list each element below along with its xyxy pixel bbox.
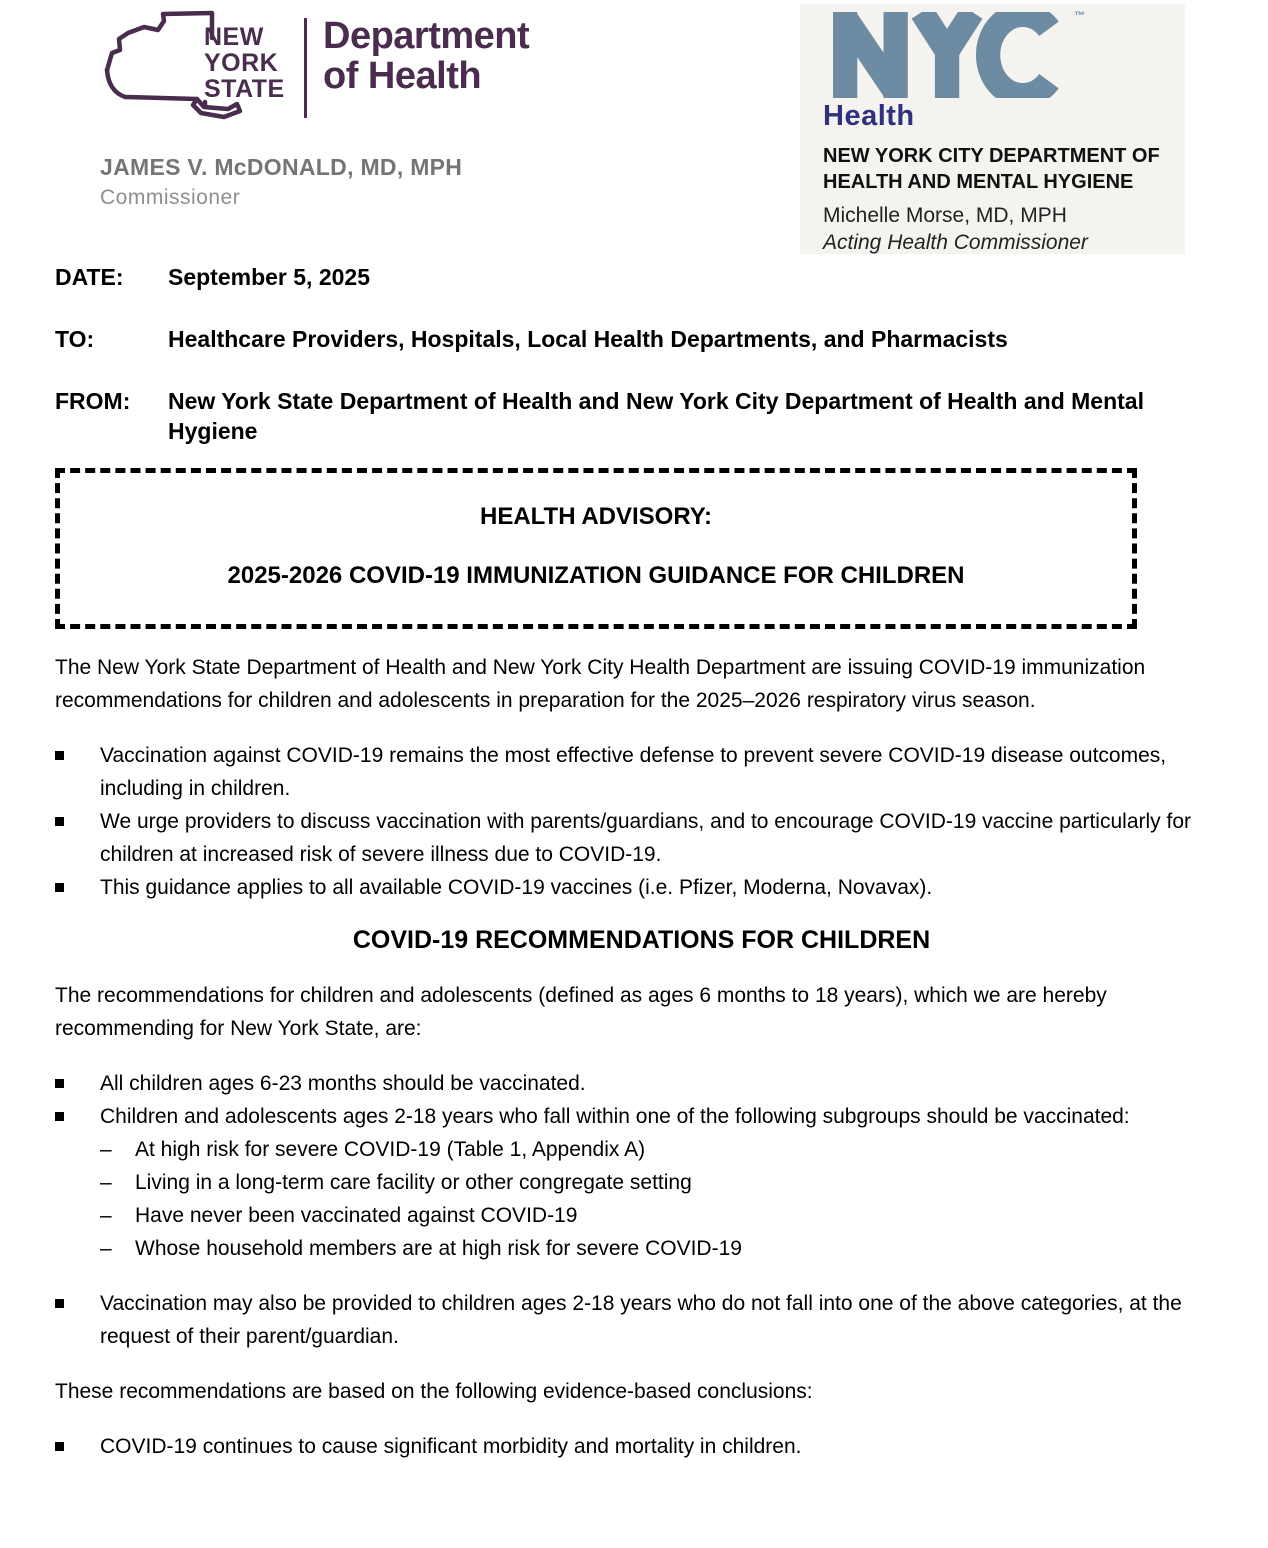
list-item-text: All children ages 6-23 months should be vaccinated.: [100, 1072, 586, 1095]
from-value: New York State Department of Health and New York City Department of Health and Mental Hygiene: [168, 388, 1144, 444]
section-heading: COVID-19 RECOMMENDATIONS FOR CHILDREN: [352, 926, 931, 954]
from-label: FROM:: [55, 388, 131, 414]
nys-word-new: NEW: [204, 23, 264, 51]
meta-row-date: [55, 262, 1228, 292]
to-value: Healthcare Providers, Hospitals, Local Health Departments, and Pharmacists: [168, 326, 1008, 352]
sub-list-item-text: Have never been vaccinated against COVID-19: [135, 1204, 578, 1227]
square-bullet-icon: [55, 1430, 100, 1451]
evidence-intro: These recommendations are based on the following evidence-based conclusions:: [55, 1380, 813, 1403]
nys-doh-letterhead: [100, 10, 529, 210]
sub-list-item: [100, 1166, 1228, 1199]
list-item: [55, 1430, 1228, 1463]
letter-body: [55, 651, 1228, 1463]
recommendations-intro: The recommendations for children and adolescents (defined as ages 6 months to 18 years), which we are hereby recommending for New York State, are:: [55, 984, 1107, 1040]
square-bullet-icon: [55, 1100, 100, 1121]
list-item: [55, 1100, 1228, 1133]
square-bullet-icon: [55, 739, 100, 760]
sub-list-item-text: At high risk for severe COVID-19 (Table 1, Appendix A): [135, 1138, 646, 1161]
list-item-text: Vaccination may also be provided to children ages 2-18 years who do not fall into one of the above categories, at the request of their parent/guardian.: [100, 1292, 1182, 1348]
letterhead: [0, 0, 1268, 252]
list-item: [55, 871, 1228, 904]
nyc-logo: [823, 12, 1085, 98]
sub-list-item-text: Living in a long-term care facility or other congregate setting: [135, 1171, 692, 1194]
logo-divider: [304, 18, 307, 118]
sub-list-item: [100, 1133, 1228, 1166]
recommendations-list: [55, 1067, 1228, 1133]
advisory-subtitle: 2025-2026 COVID-19 IMMUNIZATION GUIDANCE FOR CHILDREN: [227, 562, 965, 589]
dash-bullet-icon: –: [100, 1138, 112, 1161]
square-bullet-icon: [55, 805, 100, 826]
list-item: [55, 1287, 1228, 1353]
nys-dept-wordmark: [323, 16, 529, 96]
to-label: TO:: [55, 326, 95, 352]
evidence-list: [55, 1430, 1228, 1463]
health-advisory-box: [55, 468, 1137, 629]
nyc-commissioner-name: Michelle Morse, MD, MPH: [823, 204, 1067, 227]
nyc-health-wordmark: Health: [823, 100, 915, 132]
subgroup-list: [100, 1133, 1228, 1265]
list-item: [55, 805, 1228, 871]
list-item-text: Vaccination against COVID-19 remains the most effective defense to prevent severe COVID-19 disease outcomes, including in children.: [100, 744, 1167, 800]
nys-word-york: YORK: [204, 49, 279, 77]
nys-dept-line2: of Health: [323, 55, 482, 97]
nys-logo-wordmark: [204, 24, 285, 102]
nyc-dept-name: [823, 143, 1185, 195]
nys-doh-logo: [100, 10, 529, 132]
trademark-symbol: ™: [1074, 10, 1085, 22]
nyc-commissioner-title: Acting Health Commissioner: [823, 231, 1088, 254]
nyc-dept-line2: HEALTH AND MENTAL HYGIENE: [823, 171, 1134, 193]
advisory-title: HEALTH ADVISORY:: [480, 503, 712, 530]
date-label: DATE:: [55, 264, 124, 290]
square-bullet-icon: [55, 871, 100, 892]
nyc-dept-line1: NEW YORK CITY DEPARTMENT OF: [823, 145, 1160, 167]
list-item-text: COVID-19 continues to cause significant morbidity and mortality in children.: [100, 1435, 802, 1458]
dash-bullet-icon: –: [100, 1204, 112, 1227]
square-bullet-icon: [55, 1287, 100, 1308]
intro-paragraph: The New York State Department of Health and New York City Health Department are issuing COVID-19 immunization recommendations for children and adolescents in preparation for the 2025–2026 respiratory virus season.: [55, 656, 1146, 712]
list-item-text: This guidance applies to all available COVID-19 vaccines (i.e. Pfizer, Moderna, Novavax).: [100, 876, 933, 899]
sub-list-item: [100, 1199, 1228, 1232]
nys-commissioner-name: JAMES V. McDONALD, MD, MPH: [100, 154, 463, 180]
nys-logo-lockup: [100, 10, 294, 132]
list-item-text: We urge providers to discuss vaccination with parents/guardians, and to encourage COVID-19 vaccine particularly for children at increased risk of severe illness due to COVID-19.: [100, 810, 1191, 866]
nyc-health-letterhead: [800, 4, 1185, 254]
sub-list-item: [100, 1232, 1228, 1265]
dash-bullet-icon: –: [100, 1237, 112, 1260]
nyc-logo-icon: [823, 12, 1073, 98]
dash-bullet-icon: –: [100, 1171, 112, 1194]
nys-commissioner-title: Commissioner: [100, 186, 241, 209]
list-item: [55, 739, 1228, 805]
key-points-list: [55, 739, 1228, 904]
list-item: [55, 1067, 1228, 1100]
list-item-text: Children and adolescents ages 2-18 years who fall within one of the following subgroups should be vaccinated:: [100, 1105, 1130, 1128]
date-value: September 5, 2025: [168, 264, 371, 290]
square-bullet-icon: [55, 1067, 100, 1088]
nys-dept-line1: Department: [323, 15, 530, 57]
sub-list-item-text: Whose household members are at high risk for severe COVID-19: [135, 1237, 742, 1260]
meta-row-from: [55, 386, 1228, 446]
optional-vaccination-list: [55, 1287, 1228, 1353]
letter-meta: [55, 262, 1228, 446]
nys-word-state: STATE: [204, 75, 285, 103]
meta-row-to: [55, 324, 1228, 354]
